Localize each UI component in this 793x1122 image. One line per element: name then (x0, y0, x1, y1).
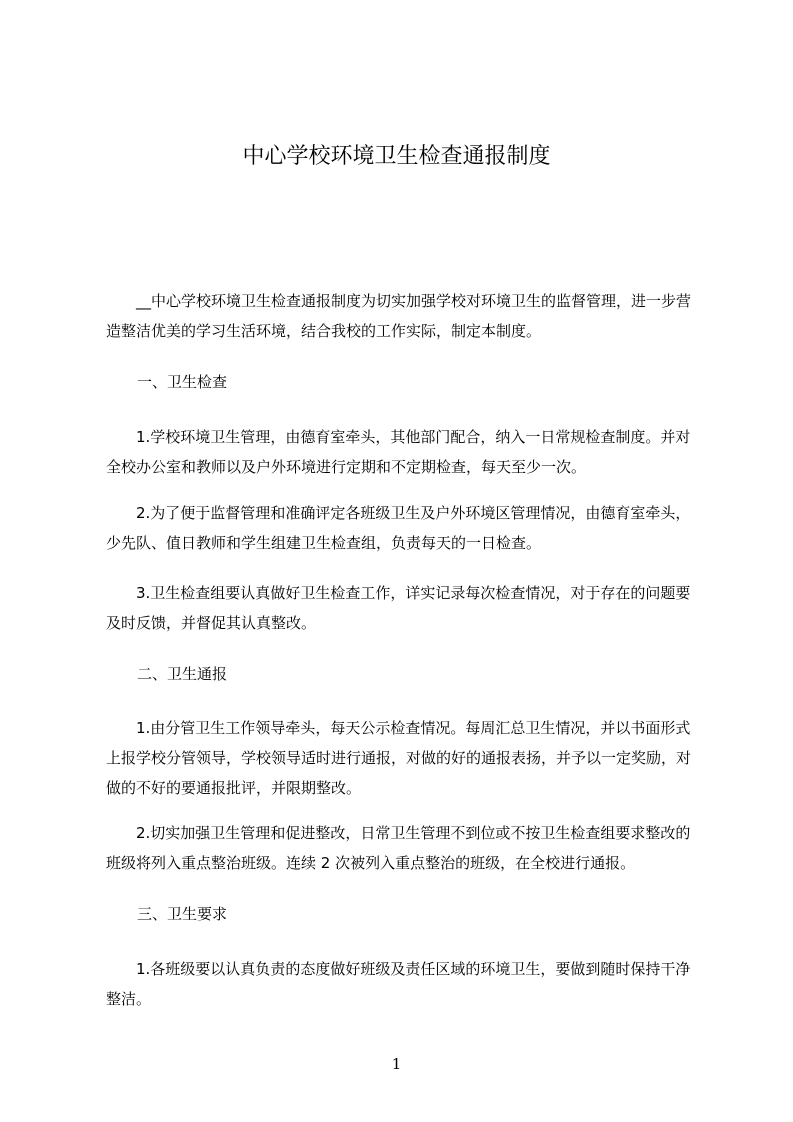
intro-paragraph: __中心学校环境卫生检查通报制度为切实加强学校对环境卫生的监督管理，进一步营造整洁优美的学习生活环境，结合我校的工作实际，制定本制度。 (106, 292, 692, 340)
inspection-item-1: 1.学校环境卫生管理，由德育室牵头，其他部门配合，纳入一日常规检查制度。并对全校办公室和教师以及户外环境进行定期和不定期检查，每天至少一次。 (106, 428, 691, 476)
section-heading-inspection: 一、卫生检查 (137, 373, 228, 391)
document-title: 中心学校环境卫生检查通报制度 (242, 144, 551, 169)
inspection-item-2: 2.为了便于监督管理和准确评定各班级卫生及户外环境区管理情况，由德育室牵头，少先队、值日教师和学生组建卫生检查组，负责每天的一日检查。 (106, 504, 691, 552)
section-heading-requirements: 三、卫生要求 (137, 905, 228, 923)
page-number: 1 (391, 1055, 402, 1073)
inspection-item-3: 3.卫生检查组要认真做好卫生检查工作，详实记录每次检查情况，对于存在的问题要及时反馈，并督促其认真整改。 (106, 584, 691, 632)
reporting-item-1: 1.由分管卫生工作领导牵头，每天公示检查情况。每周汇总卫生情况，并以书面形式上报学校分管领导，学校领导适时进行通报，对做的好的通报表扬，并予以一定奖励，对做的不好的要通报批评，并限期整改。 (106, 719, 692, 797)
section-heading-reporting: 二、卫生通报 (137, 665, 228, 683)
requirements-item-1: 1.各班级要以认真负责的态度做好班级及责任区域的环境卫生，要做到随时保持干净整洁。 (106, 960, 691, 1008)
reporting-item-2: 2.切实加强卫生管理和促进整改，日常卫生管理不到位或不按卫生检查组要求整改的班级将列入重点整治班级。连续 2 次被列入重点整治的班级，在全校进行通报。 (106, 824, 691, 872)
